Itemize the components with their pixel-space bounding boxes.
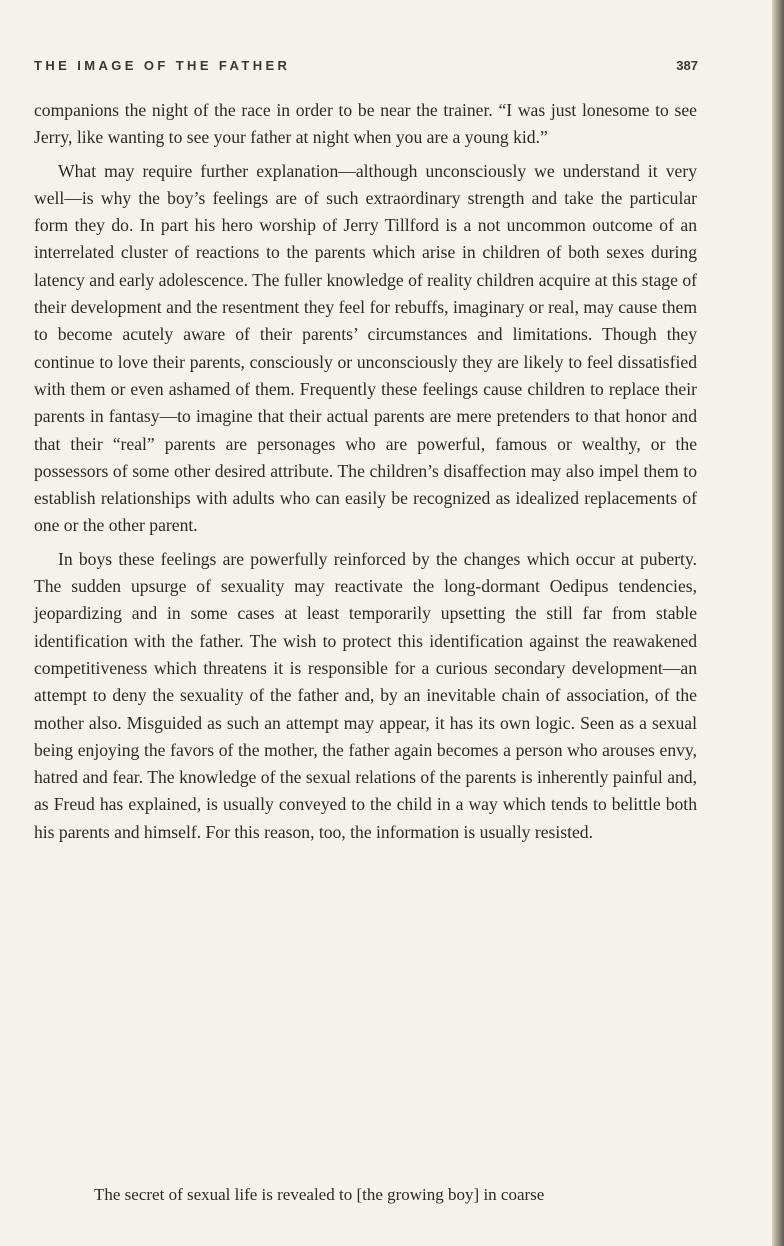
binding-edge <box>772 0 784 1246</box>
running-head: THE IMAGE OF THE FATHER <box>34 58 291 73</box>
page-header <box>34 58 698 82</box>
body-text <box>34 97 697 846</box>
paragraph: In boys these feelings are powerfully reinforced by the changes which occur at puberty. The sudden upsurge of sexuality may reactivate the long-dormant Oedipus tendencies, jeopardizing and in some cases at least temporarily upsetting the still far from stable identification with the father. The wish to protect this identification against the reawakened competitiveness which threatens it is responsible for a curious secondary development—an attempt to deny the sexuality of the father and, by an inevitable chain of association, of the mother also. Misguided as such an attempt may appear, it has its own logic. Seen as a sexual being enjoying the favors of the mother, the father again becomes a person who arouses envy, hatred and fear. The knowledge of the sexual relations of the parents is inherently painful and, as Freud has explained, is usually conveyed to the child in a way which tends to belittle both his parents and himself. For this reason, too, the information is usually resisted. <box>34 548 697 842</box>
block-quote: The secret of sexual life is revealed to [the growing boy] in coarse <box>94 1185 545 1204</box>
paragraph-continuation: companions the night of the race in order to be near the trainer. “I was just lonesome to see Jerry, like wanting to see your father at night when you are a young kid.” <box>34 100 697 148</box>
page-number: 387 <box>676 58 698 73</box>
paragraph: What may require further explanation—although unconsciously we understand it very well—is why the boy’s feelings are of such extraordinary strength and take the particular form they do. In part his hero worship of Jerry Tillford is a not uncommon outcome of an interrelated cluster of reactions to the parents which arise in children of both sexes during latency and early adolescence. The fuller knowledge of reality children acquire at this stage of their development and the resentment they feel for rebuffs, imaginary or real, may cause them to become acutely aware of their parents’ circumstances and limitations. Though they continue to love their parents, consciously or unconsciously they are likely to feel dissatisfied with them or even ashamed of them. Frequently these feelings cause children to replace their parents in fantasy—to imagine that their actual parents are mere pretenders to that honor and that their “real” parents are personages who are powerful, famous or wealthy, or the possessors of some other desired attribute. The children’s disaffection may also impel them to establish relationships with adults who can easily be recognized as idealized replacements of one or the other parent. <box>34 160 697 536</box>
